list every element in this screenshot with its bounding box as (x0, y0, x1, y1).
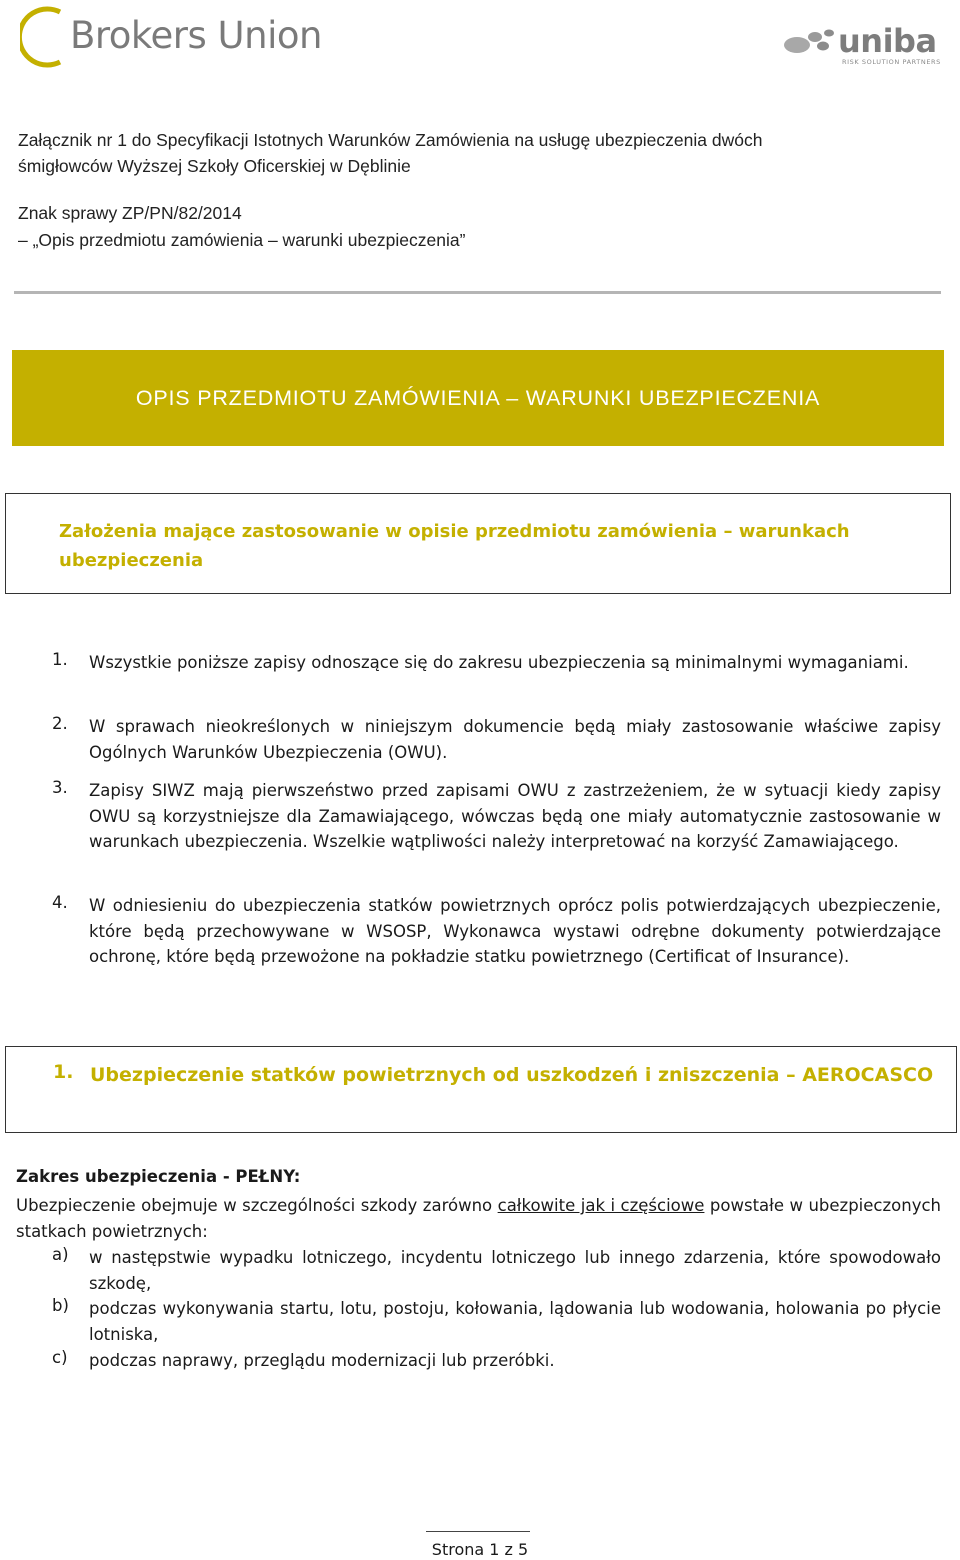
list-item-text: Zapisy SIWZ mają pierwszeństwo przed zapisami OWU z zastrzeżeniem, że w sytuacji kiedy zapisy OWU są korzystniejsze dla Zamawiającego, wówczas będą one miały automatycznie zastosowanie w warunkach ubezpieczenia. Wszelkie wątpliwości należy interpretować na korzyść Zamawiającego. (89, 781, 941, 851)
brokers-union-logo-text: Brokers Union (70, 14, 322, 57)
list-item-text: Wszystkie poniższe zapisy odnoszące się do zakresu ubezpieczenia są minimalnymi wymaganiami. (89, 653, 909, 672)
list-item-text: W sprawach nieokreślonych w niniejszym dokumencie będą miały zastosowanie właściwe zapisy Ogólnych Warunków Ubezpieczenia (OWU). (89, 717, 941, 762)
scope-heading: Zakres ubezpieczenia - PEŁNY: (16, 1167, 301, 1186)
scope-item-text: podczas naprawy, przeglądu modernizacji lub przeróbki. (89, 1351, 555, 1370)
list-item-number: 3. (52, 778, 68, 797)
list-item-number: 4. (52, 893, 68, 912)
footer-divider (426, 1531, 530, 1532)
banner-title: OPIS PRZEDMIOTU ZAMÓWIENIA – WARUNKI UBEZPIECZENIA (135, 385, 821, 410)
list-item-text: W odniesieniu do ubezpieczenia statków powietrznych oprócz polis potwierdzających ubezpieczenie, które będą przechowywane w WSOSP, Wykonawca wystawi odrębne dokumenty potwierdzające ochronę, które będą przewożone na pokładzie statku powietrznego (Certificat of Insurance). (89, 896, 941, 966)
list-item-number: 2. (52, 714, 68, 733)
scope-intro-text-end: powstałe w ubezpieczonych statkach powietrznych: (16, 1196, 941, 1241)
scope-intro-underlined: całkowite jak i częściowe (497, 1196, 705, 1215)
scope-item-label: c) (52, 1348, 68, 1367)
list-item-number: 1. (52, 650, 68, 669)
scope-item-label: a) (52, 1245, 69, 1264)
case-number: Znak sprawy ZP/PN/82/2014 (18, 203, 242, 223)
uniba-logo-tagline: RISK SOLUTION PARTNERS (842, 58, 941, 66)
attachment-title-line-1: Załącznik nr 1 do Specyfikacji Istotnych Warunków Zamówienia na usługę ubezpieczenia dwóch (18, 130, 763, 150)
scope-item-text: podczas wykonywania startu, lotu, postoju, kołowania, lądowania lub wodowania, holowania po płycie lotniska, (89, 1299, 941, 1344)
scope-item-text: w następstwie wypadku lotniczego, incydentu lotniczego lub innego zdarzenia, które spowodowało szkodę, (89, 1248, 941, 1293)
scope-intro-text: Ubezpieczenie obejmuje w szczególności szkody zarówno (16, 1196, 498, 1215)
attachment-title-line-2: śmigłowców Wyższej Szkoły Oficerskiej w Dęblinie (18, 156, 411, 176)
section-number: 1. (53, 1061, 74, 1083)
document-subtitle: – „Opis przedmiotu zamówienia – warunki ubezpieczenia” (18, 230, 466, 250)
uniba-logo-word: uniba (838, 22, 937, 60)
scope-item-label: b) (52, 1296, 69, 1315)
assumptions-heading: Założenia mające zastosowanie w opisie przedmiotu zamówienia – warunkach ubezpieczenia (59, 521, 850, 571)
page-number: Strona 1 z 5 (431, 1540, 529, 1559)
section-title: Ubezpieczenie statków powietrznych od uszkodzeń i zniszczenia – AEROCASCO (90, 1064, 934, 1086)
